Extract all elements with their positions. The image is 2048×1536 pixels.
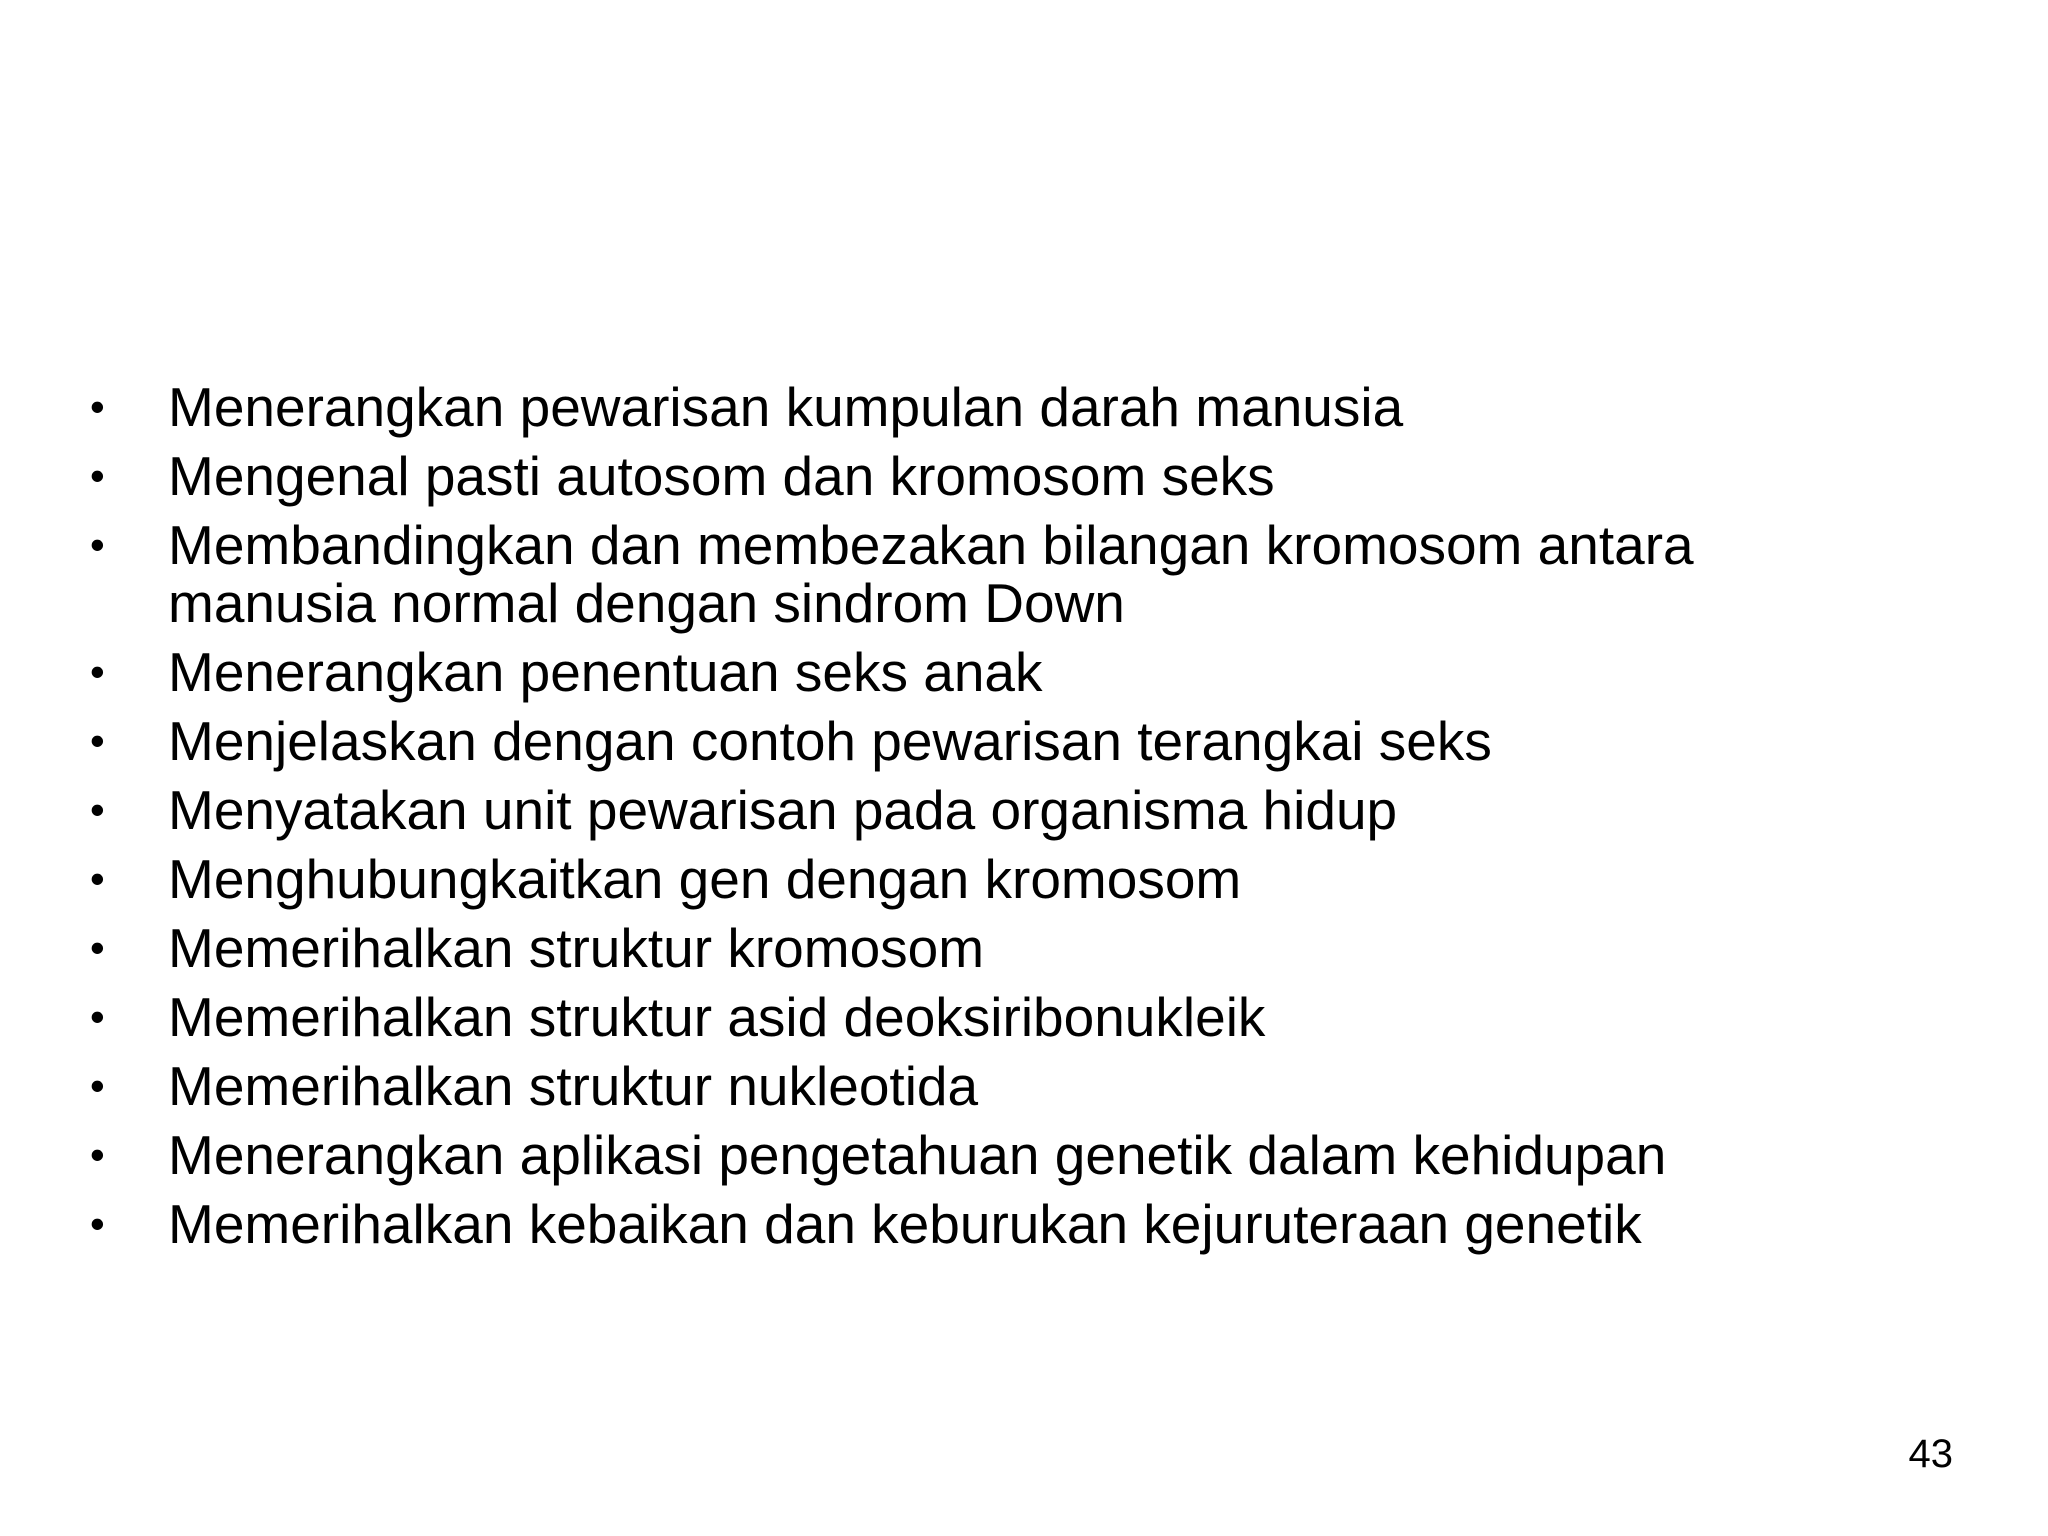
list-item [88, 781, 1808, 839]
list-item-text: Mengenal pasti autosom dan kromosom seks [168, 445, 1275, 507]
list-item [88, 516, 1808, 632]
bullet-list [88, 378, 1808, 1264]
bullet-icon: • [90, 1200, 105, 1247]
list-item-text: Memerihalkan kebaikan dan keburukan kejuruteraan genetik [168, 1193, 1642, 1255]
list-item [88, 712, 1808, 770]
list-item-text: Menjelaskan dengan contoh pewarisan terangkai seks [168, 710, 1492, 772]
list-item [88, 1195, 1808, 1253]
bullet-icon: • [90, 383, 105, 430]
bullet-icon: • [90, 786, 105, 833]
list-item-text: Menyatakan unit pewarisan pada organisma hidup [168, 779, 1398, 841]
list-item-text: Menerangkan penentuan seks anak [168, 641, 1043, 703]
list-item [88, 643, 1808, 701]
bullet-icon: • [90, 1131, 105, 1178]
list-item [88, 1057, 1808, 1115]
list-item [88, 919, 1808, 977]
list-item [88, 447, 1808, 505]
list-item [88, 988, 1808, 1046]
bullet-icon: • [90, 855, 105, 902]
bullet-icon: • [90, 924, 105, 971]
list-item-text: Menghubungkaitkan gen dengan kromosom [168, 848, 1242, 910]
list-item-text: Membandingkan dan membezakan bilangan kromosom antara manusia normal dengan sindrom Down [168, 514, 1694, 634]
list-item [88, 850, 1808, 908]
list-item-text: Menerangkan pewarisan kumpulan darah manusia [168, 376, 1404, 438]
bullet-icon: • [90, 648, 105, 695]
list-item-text: Memerihalkan struktur nukleotida [168, 1055, 979, 1117]
list-item-text: Memerihalkan struktur kromosom [168, 917, 985, 979]
page-number: 43 [1908, 1432, 1953, 1476]
list-item-text: Menerangkan aplikasi pengetahuan genetik dalam kehidupan [168, 1124, 1667, 1186]
bullet-icon: • [90, 521, 105, 568]
list-item [88, 1126, 1808, 1184]
list-item [88, 378, 1808, 436]
bullet-icon: • [90, 993, 105, 1040]
bullet-icon: • [90, 717, 105, 764]
bullet-icon: • [90, 1062, 105, 1109]
bullet-icon: • [90, 452, 105, 499]
list-item-text: Memerihalkan struktur asid deoksiribonukleik [168, 986, 1266, 1048]
